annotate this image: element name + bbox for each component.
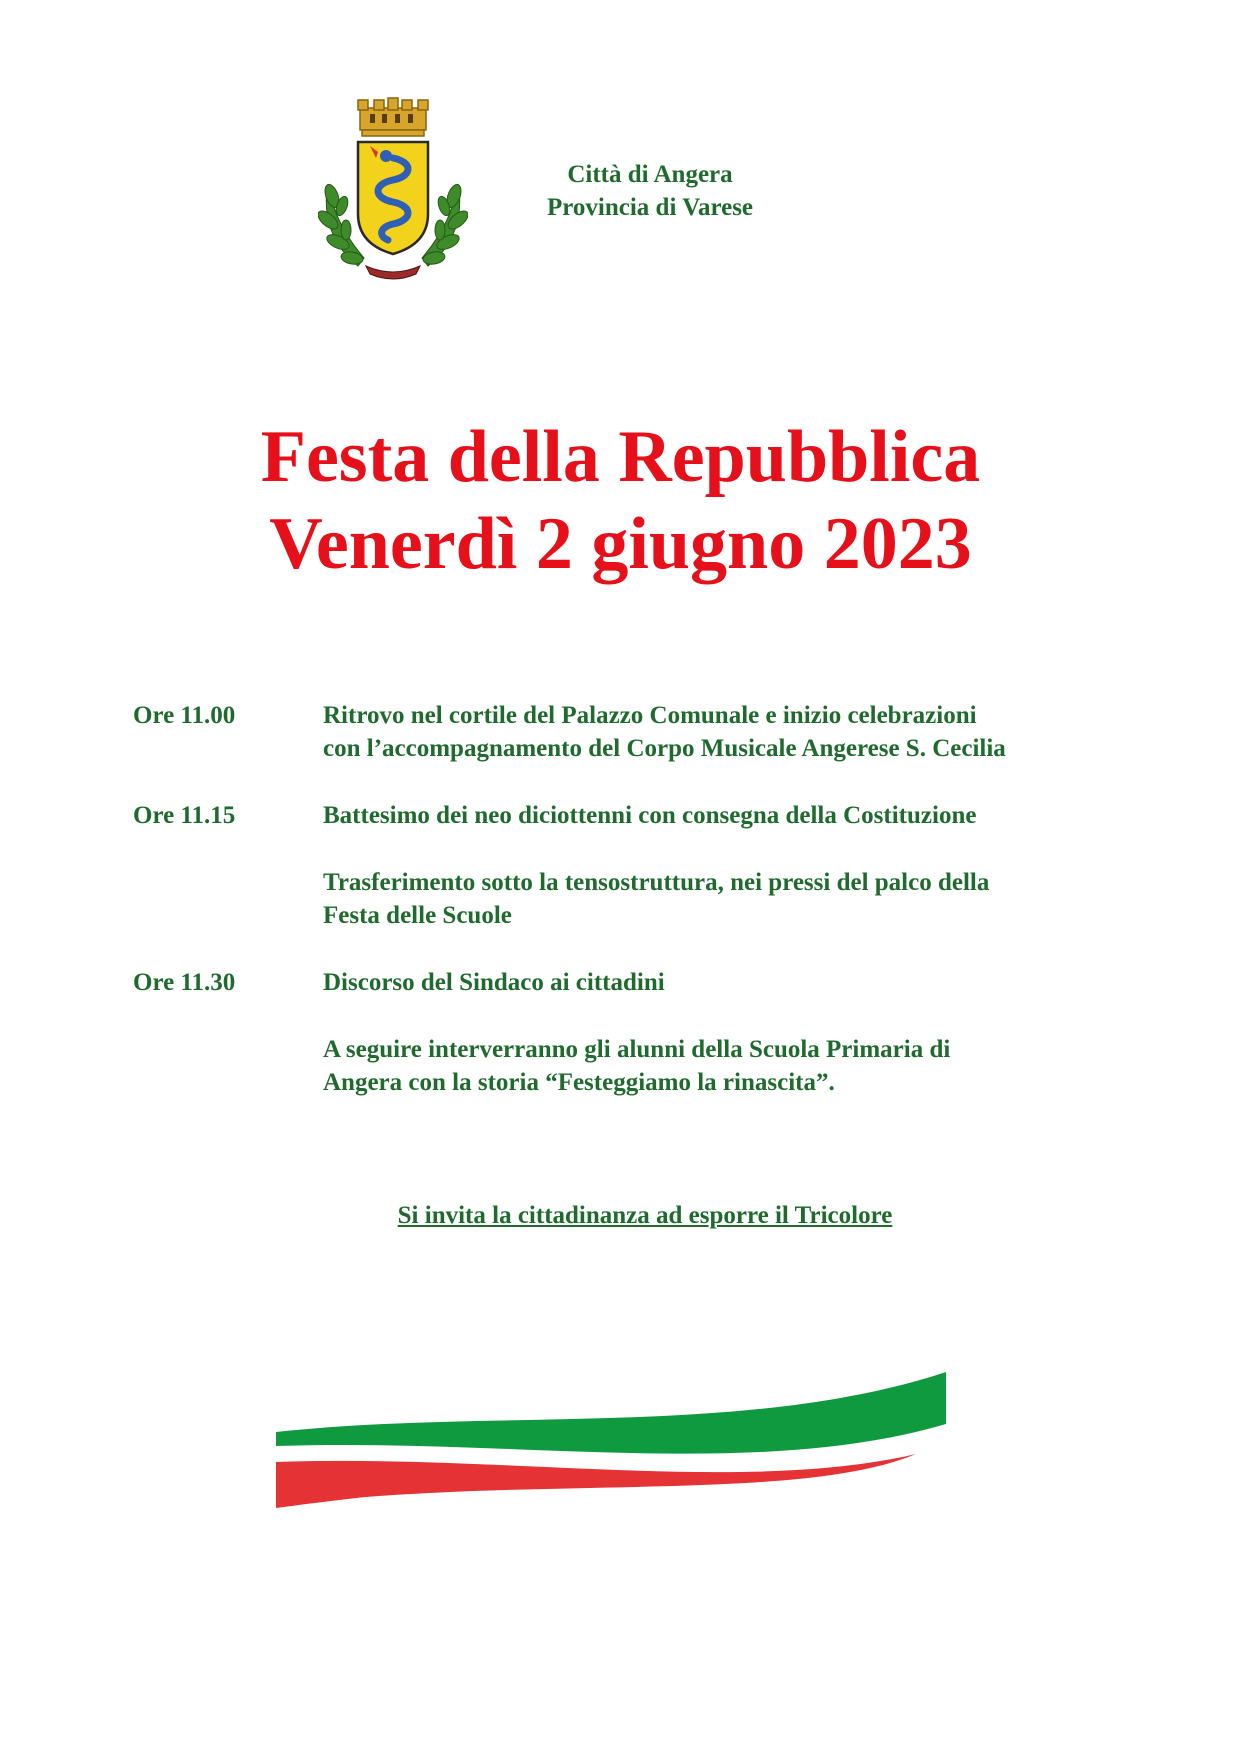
program-time: Ore 11.15 xyxy=(133,802,236,829)
event-title: Festa della Repubblica xyxy=(260,416,981,498)
program-desc-line: Battesimo dei neo diciottenni con consegna della Costituzione xyxy=(323,802,977,829)
program-desc-line: Angera con la storia “Festeggiamo la rinascita”. xyxy=(323,1069,835,1096)
program-desc-line: Ritrovo nel cortile del Palazzo Comunale e inizio celebrazioni xyxy=(323,702,977,729)
program-desc-line: con l’accompagnamento del Corpo Musicale Angerese S. Cecilia xyxy=(323,735,1006,762)
event-date: Venerdì 2 giugno 2023 xyxy=(269,503,972,585)
program-time: Ore 11.30 xyxy=(133,969,236,996)
program-time: Ore 11.00 xyxy=(133,702,236,729)
program-desc-line: Discorso del Sindaco ai cittadini xyxy=(323,969,665,996)
tricolor-ribbon-icon xyxy=(276,1368,946,1518)
province-name: Provincia di Varese xyxy=(546,194,754,221)
program-desc-line: Trasferimento sotto la tensostruttura, nei pressi del palco della xyxy=(323,869,990,896)
coat-of-arms-icon xyxy=(318,96,468,282)
city-name: Città di Angera xyxy=(567,161,733,188)
program-desc-line: Festa delle Scuole xyxy=(323,902,512,929)
program-desc-line: A seguire interverranno gli alunni della Scuola Primaria di xyxy=(323,1036,951,1063)
invitation-text: Si invita la cittadinanza ad esporre il Tricolore xyxy=(397,1202,893,1229)
